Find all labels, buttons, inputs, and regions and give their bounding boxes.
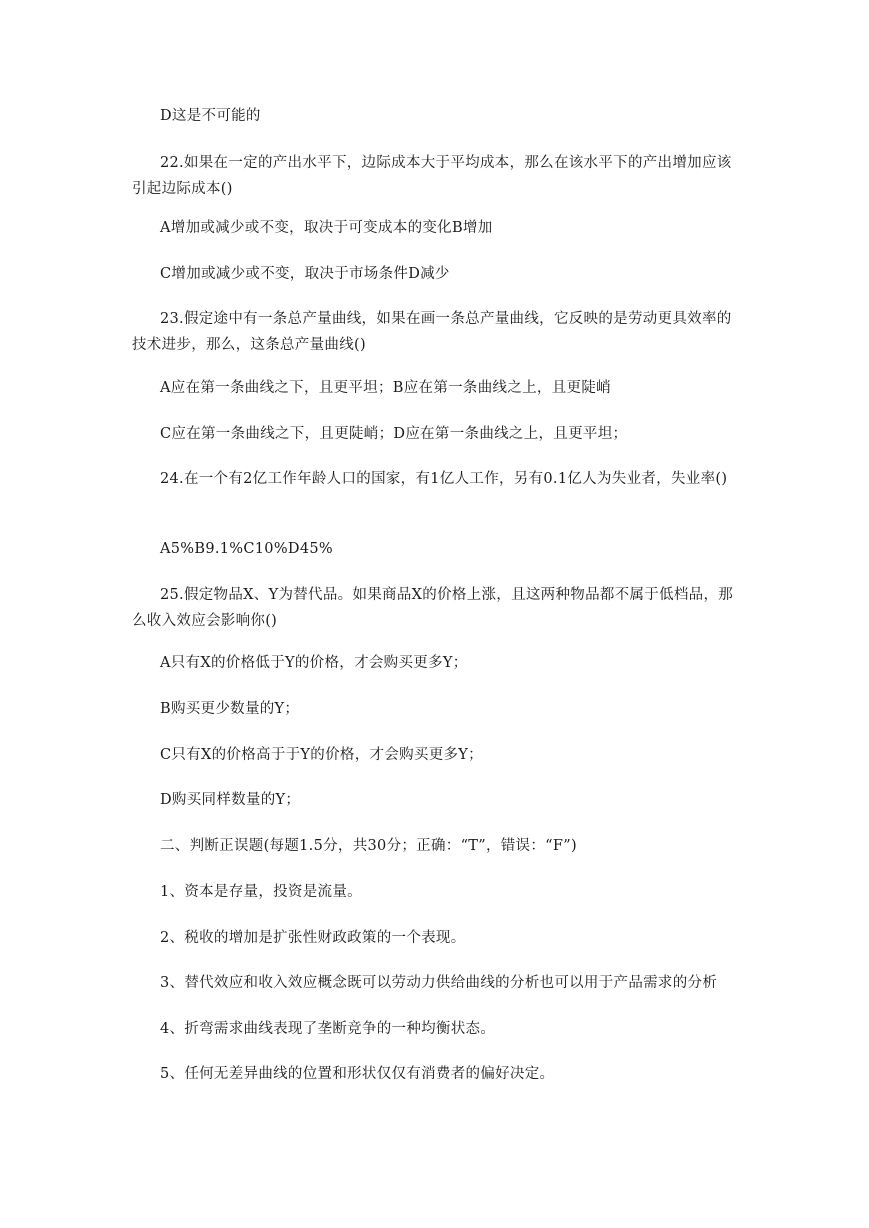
true-false-item-4: 4、折弯需求曲线表现了垄断竞争的一种均衡状态。	[160, 1021, 496, 1037]
true-false-item-3: 3、替代效应和收入效应概念既可以劳动力供给曲线的分析也可以用于产品需求的分析	[160, 975, 718, 991]
true-false-item-5: 5、任何无差异曲线的位置和形状仅仅有消费者的偏好决定。	[160, 1066, 555, 1082]
true-false-item-2: 2、税收的增加是扩张性财政政策的一个表现。	[160, 930, 466, 946]
question-25-option-c: C只有X的价格高于于Y的价格，才会购买更多Y；	[160, 747, 483, 763]
question-25: 25.假定物品X、Y为替代品。如果商品X的价格上涨，且这两种物品都不属于低档品，那么收入效应会影响你()	[132, 587, 734, 629]
section-heading-true-false: 二、判断正误题(每题1.5分，共30分；正确：“T”，错误：“F”)	[160, 838, 577, 854]
question-23: 23.假定途中有一条总产量曲线，如果在画一条总产量曲线，它反映的是劳动更具效率的技术进步，那么，这条总产量曲线()	[132, 311, 732, 353]
question-23-options-ab: A应在第一条曲线之下，且更平坦；B应在第一条曲线之上，且更陡峭	[160, 380, 611, 396]
answer-option-line: D这是不可能的	[160, 108, 261, 124]
question-23-options-cd: C应在第一条曲线之下，且更陡峭；D应在第一条曲线之上，且更平坦；	[160, 426, 628, 442]
question-25-option-b: B购买更少数量的Y；	[160, 701, 300, 717]
question-24-options: A5%B9.1%C10%D45%	[160, 541, 333, 557]
question-22-options-ab: A增加或减少或不变，取决于可变成本的变化B增加	[160, 220, 493, 236]
question-22-options-cd: C增加或减少或不变，取决于市场条件D减少	[160, 266, 450, 282]
question-25-option-a: A只有X的价格低于Y的价格，才会购买更多Y；	[160, 655, 468, 671]
question-22: 22.如果在一定的产出水平下，边际成本大于平均成本，那么在该水平下的产出增加应该引起边际成本()	[132, 155, 732, 197]
true-false-item-1: 1、资本是存量，投资是流量。	[160, 884, 362, 900]
question-24: 24.在一个有2亿工作年龄人口的国家，有1亿人工作，另有0.1亿人为失业者，失业率()	[160, 471, 728, 487]
question-25-option-d: D购买同样数量的Y；	[160, 792, 301, 808]
